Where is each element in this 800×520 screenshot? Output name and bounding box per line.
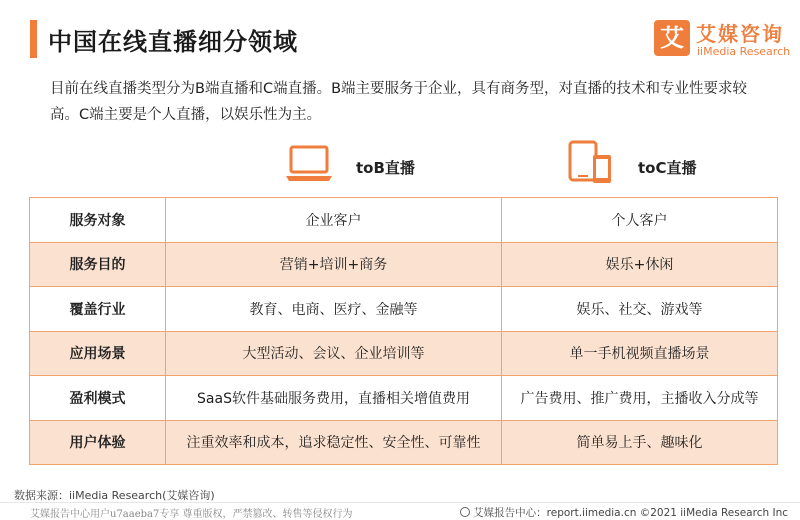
row-label: 应用场景 bbox=[30, 331, 166, 376]
globe-icon bbox=[460, 507, 470, 517]
toc-cell: 娱乐、社交、游戏等 bbox=[502, 287, 778, 332]
table-row bbox=[30, 242, 778, 287]
tob-cell: 大型活动、会议、企业培训等 bbox=[166, 331, 502, 376]
tob-cell: 营销+培训+商务 bbox=[166, 242, 502, 287]
brand-logo bbox=[654, 18, 794, 62]
tob-cell: 注重效率和成本，追求稳定性、安全性、可靠性 bbox=[166, 420, 502, 465]
toc-cell: 广告费用、推广费用，主播收入分成等 bbox=[502, 376, 778, 421]
data-source: 数据来源：iiMedia Research(艾媒咨询) bbox=[14, 489, 215, 502]
footer-divider bbox=[0, 502, 800, 503]
toc-cell: 简单易上手、趣味化 bbox=[502, 420, 778, 465]
page-title: 中国在线直播细分领域 bbox=[48, 28, 298, 56]
comparison-table bbox=[29, 197, 778, 465]
report-center-info bbox=[460, 505, 788, 520]
report-center-text: 艾媒报告中心：report.iimedia.cn ©2021 iiMedia Research Inc bbox=[473, 507, 788, 519]
table-row bbox=[30, 198, 778, 243]
tob-cell: SaaS软件基础服务费用，直播相关增值费用 bbox=[166, 376, 502, 421]
laptop-icon bbox=[284, 144, 334, 184]
copyright-notice: 艾媒报告中心用户u7aaeba7专享 尊重版权，严禁篡改、转售等侵权行为 bbox=[30, 509, 353, 520]
row-label: 覆盖行业 bbox=[30, 287, 166, 332]
toc-column-label: toC直播 bbox=[638, 159, 697, 177]
toc-cell: 娱乐+休闲 bbox=[502, 242, 778, 287]
logo-name-en: iiMedia Research bbox=[697, 45, 791, 58]
row-label: 服务对象 bbox=[30, 198, 166, 243]
table-row bbox=[30, 420, 778, 465]
logo-name-cn: 艾媒咨询 bbox=[696, 22, 784, 46]
row-label: 服务目的 bbox=[30, 242, 166, 287]
row-label: 盈利模式 bbox=[30, 376, 166, 421]
toc-cell: 单一手机视频直播场景 bbox=[502, 331, 778, 376]
tob-column-label: toB直播 bbox=[356, 159, 415, 177]
devices-icon bbox=[566, 139, 616, 187]
intro-paragraph: 目前在线直播类型分为B端直播和C端直播。B端主要服务于企业，具有商务型，对直播的技术和专业性要求较高。C端主要是个人直播，以娱乐性为主。 bbox=[50, 81, 748, 123]
logo-mark: 艾 bbox=[654, 20, 690, 56]
table-row bbox=[30, 287, 778, 332]
tob-cell: 企业客户 bbox=[166, 198, 502, 243]
row-label: 用户体验 bbox=[30, 420, 166, 465]
table-row bbox=[30, 331, 778, 376]
tob-cell: 教育、电商、医疗、金融等 bbox=[166, 287, 502, 332]
title-accent-bar bbox=[30, 20, 37, 58]
table-row bbox=[30, 376, 778, 421]
toc-cell: 个人客户 bbox=[502, 198, 778, 243]
